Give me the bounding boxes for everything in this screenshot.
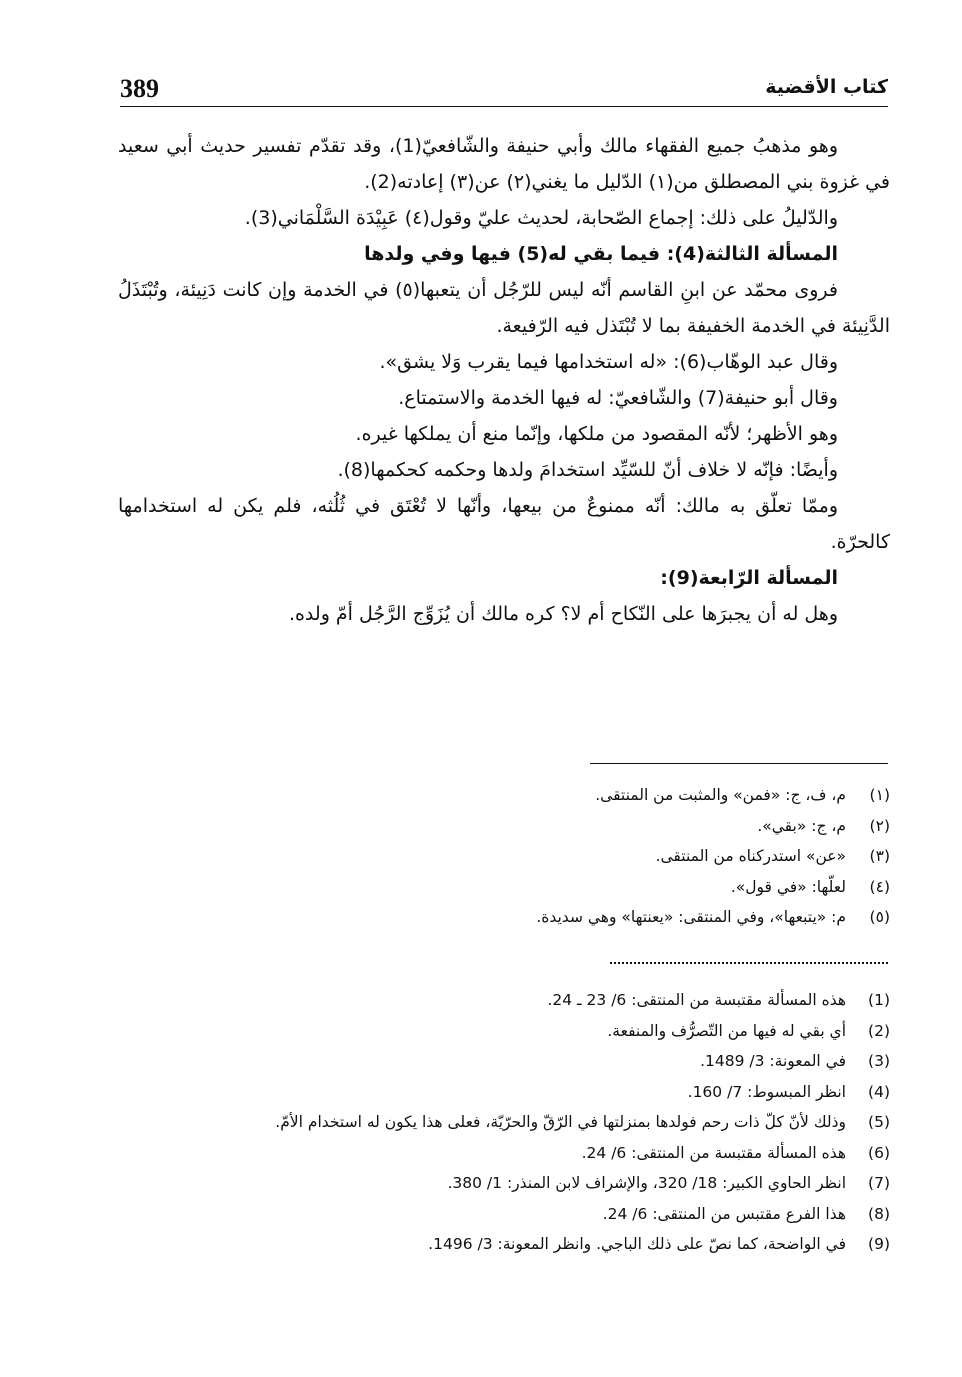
footnote-number: (١) xyxy=(869,786,890,805)
footnote xyxy=(118,1229,890,1260)
footnote-number: (8) xyxy=(868,1204,890,1223)
paragraph: وممّا تعلّق به مالك: أنّه ممنوعٌ من بيعها، وأنّها لا تُعْتَق في ثُلُثه، فلم يكن له استخدامها كالحرّة. xyxy=(118,495,890,553)
paragraph: وأيضًا: فإنّه لا خلاف أنّ للسّيِّد استخدامَ ولدها وحكمه كحكمها(8). xyxy=(337,459,838,481)
footnote xyxy=(118,811,890,842)
footnote-number: (1) xyxy=(868,991,890,1010)
footnote-text: م، ف، ج: «فمن» والمثبت من المنتقى. xyxy=(595,786,846,805)
section-heading: المسألة الثالثة(4): فيما بقي له(5) فيها وفي ولدها xyxy=(364,243,838,265)
footnote xyxy=(118,872,890,903)
footnote xyxy=(118,1077,890,1108)
footnote-text: لعلّها: «في قول». xyxy=(730,877,846,896)
footnote-dotted-separator xyxy=(610,962,888,964)
footnote-text: م، ج: «بقي». xyxy=(757,816,846,835)
footnote-text: وذلك لأنّ كلّ ذات رحم فولدها بمنزلتها في الرّقّ والحرّيّة، فعلى هذا يكون له استخدام الأمّ. xyxy=(275,1113,846,1132)
footnote xyxy=(118,985,890,1016)
main-text xyxy=(118,128,890,632)
manuscript-footnotes xyxy=(118,780,890,933)
page-number: 389 xyxy=(120,74,159,103)
footnote xyxy=(118,1046,890,1077)
running-header xyxy=(120,72,888,107)
footnote xyxy=(118,1107,890,1138)
footnote-number: (٣) xyxy=(869,847,890,866)
footnote xyxy=(118,780,890,811)
footnote-number: (7) xyxy=(868,1174,890,1193)
footnote-text: م: «يتبعها»، وفي المنتقى: «يعنتها» وهي سديدة. xyxy=(536,908,846,927)
footnote-text: أي بقي له فيها من التّصرُّف والمنفعة. xyxy=(607,1021,846,1040)
paragraph: وقال عبد الوهّاب(6): «له استخدامها فيما يقرب وَلا يشق». xyxy=(379,351,838,373)
footnote-text: هذه المسألة مقتبسة من المنتقى: 6/ 23 ـ 24. xyxy=(547,991,846,1010)
footnote-number: (4) xyxy=(868,1082,890,1101)
footnote-number: (6) xyxy=(868,1143,890,1162)
footnote-number: (2) xyxy=(868,1021,890,1040)
footnote-text: «عن» استدركناه من المنتقى. xyxy=(655,847,846,866)
paragraph: وهو الأظهر؛ لأنّه المقصود من ملكها، وإنّما منع أن يملكها غيره. xyxy=(355,423,838,445)
footnote-number: (٤) xyxy=(869,877,890,896)
footnote-number: (٥) xyxy=(869,908,890,927)
footnote xyxy=(118,1199,890,1230)
footnote-number: (٢) xyxy=(869,816,890,835)
footnote-text: في المعونة: 3/ 1489. xyxy=(700,1052,846,1071)
footnote xyxy=(118,1016,890,1047)
footnote-separator xyxy=(590,763,888,764)
footnote-number: (3) xyxy=(868,1052,890,1071)
footnote xyxy=(118,1168,890,1199)
footnote-text: هذا الفرع مقتبس من المنتقى: 6/ 24. xyxy=(602,1204,846,1223)
footnote-number: (5) xyxy=(868,1113,890,1132)
paragraph: وقال أبو حنيفة(7) والشّافعيّ: له فيها الخدمة والاستمتاع. xyxy=(398,387,838,409)
footnote xyxy=(118,841,890,872)
footnote xyxy=(118,902,890,933)
paragraph: وهو مذهبُ جميع الفقهاء مالك وأبي حنيفة والشّافعيّ(1)، وقد تقدّم تفسير حديث أبي سعيد في غزوة بني المصطلق من(١) الدّليل ما يغني(٢) عن(٣) إعادته(2). xyxy=(118,135,890,193)
section-heading: المسألة الرّابعة(9): xyxy=(660,567,838,589)
footnote-number: (9) xyxy=(868,1235,890,1254)
footnote-text: هذه المسألة مقتبسة من المنتقى: 6/ 24. xyxy=(581,1143,846,1162)
footnote-text: في الواضحة، كما نصّ على ذلك الباجي. وانظر المعونة: 3/ 1496. xyxy=(428,1235,846,1254)
footnote xyxy=(118,1138,890,1169)
footnote-text: انظر المبسوط: 7/ 160. xyxy=(687,1082,846,1101)
paragraph: وهل له أن يجبرَها على النّكاح أم لا؟ كره مالك أن يُزَوِّج الرَّجُل أمّ ولده. xyxy=(288,603,838,625)
chapter-title: كتاب الأقضية xyxy=(765,76,888,98)
footnote-text: انظر الحاوي الكبير: 18/ 320، والإشراف لابن المنذر: 1/ 380. xyxy=(447,1174,846,1193)
reference-footnotes xyxy=(118,985,890,1260)
paragraph: والدّليلُ على ذلك: إجماع الصّحابة، لحديث عليّ وقول(٤) عَبِيْدَة السَّلْمَاني(3). xyxy=(244,207,838,229)
paragraph: فروى محمّد عن ابنِ القاسم أنّه ليس للرّجُل أن يتعبها(٥) في الخدمة وإن كانت دَنِيئة، وتُبْتَذَلُ الدَّنِيئة في الخدمة الخفيفة بما لا تُبْتَذل فيه الرّفيعة. xyxy=(118,279,890,337)
